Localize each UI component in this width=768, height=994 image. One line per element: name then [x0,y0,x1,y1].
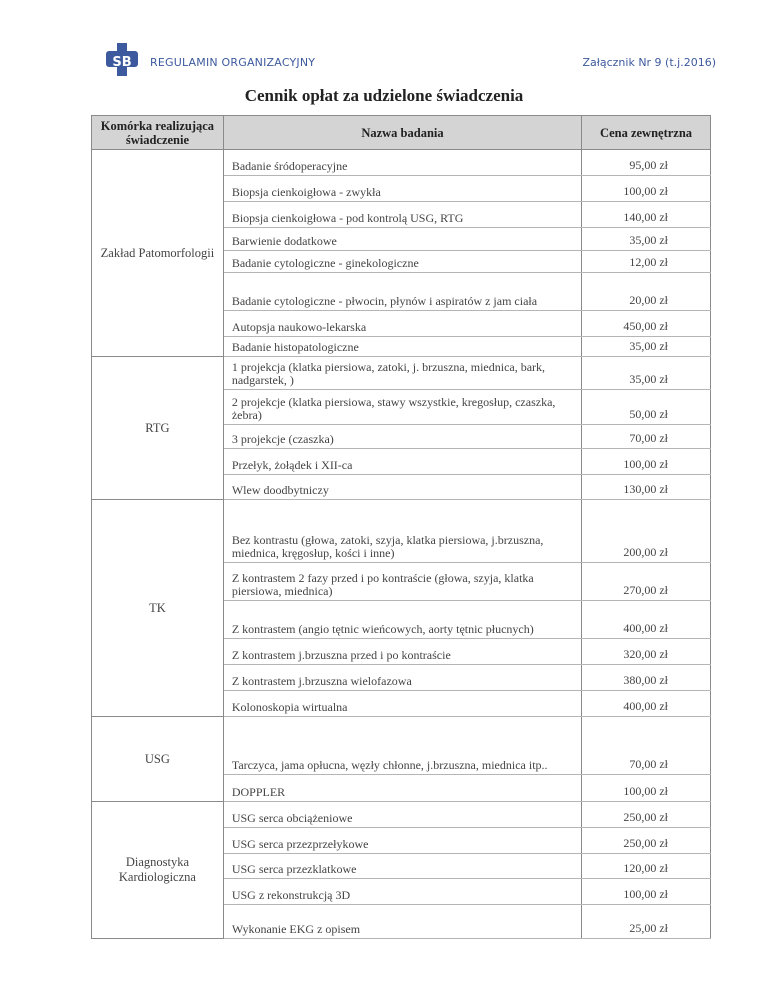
exam-name-cell: USG serca przezklatkowe [223,854,581,879]
hospital-logo-icon [104,42,140,78]
exam-name-cell: DOPPLER [223,775,581,802]
price-cell: 35,00 zł [582,357,711,390]
exam-name-cell: Badanie cytologiczne - ginekologiczne [223,251,581,273]
exam-name-cell: 3 projekcje (czaszka) [223,425,581,449]
exam-name-cell: Badanie histopatologiczne [223,337,581,357]
table-body [92,150,711,939]
price-cell: 450,00 zł [582,311,711,337]
exam-name-cell: Z kontrastem 2 fazy przed i po kontraście (głowa, szyja, klatka piersiowa, miednica) [223,563,581,601]
table-header-row [92,116,711,150]
price-cell: 140,00 zł [582,202,711,228]
header-dept: Komórka realizująca świadczenie [92,116,224,150]
price-cell: 250,00 zł [582,828,711,854]
exam-name-cell: USG serca obciążeniowe [223,802,581,828]
table-row [92,357,711,390]
exam-name-cell: Badanie śródoperacyjne [223,150,581,176]
table-row [92,802,711,828]
price-cell: 400,00 zł [582,601,711,639]
dept-cell: USG [92,717,224,802]
price-cell: 100,00 zł [582,176,711,202]
price-cell: 200,00 zł [582,500,711,563]
exam-name-cell: 2 projekcje (klatka piersiowa, stawy wszystkie, kregosłup, czaszka, żebra) [223,390,581,425]
price-cell: 25,00 zł [582,905,711,939]
dept-cell: RTG [92,357,224,500]
page-title: Cennik opłat za udzielone świadczenia [244,86,524,105]
exam-name-cell: Badanie cytologiczne - płwocin, płynów i aspiratów z jam ciała [223,273,581,311]
exam-name-cell: USG serca przezprzełykowe [223,828,581,854]
exam-name-cell: USG z rekonstrukcją 3D [223,879,581,905]
price-cell: 95,00 zł [582,150,711,176]
exam-name-cell: Biopsja cienkoigłowa - pod kontrolą USG, RTG [223,202,581,228]
regulation-label: REGULAMIN ORGANIZACYJNY [150,56,316,69]
exam-name-cell: Biopsja cienkoigłowa - zwykła [223,176,581,202]
exam-name-cell: Kolonoskopia wirtualna [223,691,581,717]
exam-name-cell: Z kontrastem (angio tętnic wieńcowych, aorty tętnic płucnych) [223,601,581,639]
price-cell: 70,00 zł [582,717,711,775]
attachment-label: Załącznik Nr 9 (t.j.2016) [582,56,716,69]
dept-cell: TK [92,500,224,717]
dept-cell: Diagnostyka Kardiologiczna [92,802,224,939]
header-name: Nazwa badania [223,116,581,150]
price-cell: 100,00 zł [582,879,711,905]
exam-name-cell: Bez kontrastu (głowa, zatoki, szyja, klatka piersiowa, j.brzuszna, miednica, kręgosłup, kości i inne) [223,500,581,563]
price-cell: 35,00 zł [582,337,711,357]
price-cell: 70,00 zł [582,425,711,449]
table-row [92,500,711,563]
price-cell: 100,00 zł [582,449,711,475]
page-header [108,38,716,78]
price-cell: 50,00 zł [582,390,711,425]
price-cell: 130,00 zł [582,475,711,500]
exam-name-cell: Wykonanie EKG z opisem [223,905,581,939]
exam-name-cell: 1 projekcja (klatka piersiowa, zatoki, j. brzuszna, miednica, bark, nadgarstek, ) [223,357,581,390]
price-cell: 100,00 zł [582,775,711,802]
price-table [91,115,711,939]
price-cell: 35,00 zł [582,228,711,251]
exam-name-cell: Barwienie dodatkowe [223,228,581,251]
exam-name-cell: Z kontrastem j.brzuszna przed i po kontraście [223,639,581,665]
price-cell: 250,00 zł [582,802,711,828]
exam-name-cell: Przełyk, żołądek i XII-ca [223,449,581,475]
exam-name-cell: Tarczyca, jama opłucna, węzły chłonne, j.brzuszna, miednica itp.. [223,717,581,775]
price-cell: 380,00 zł [582,665,711,691]
logo-text: SB [112,55,132,70]
price-cell: 400,00 zł [582,691,711,717]
price-cell: 12,00 zł [582,251,711,273]
exam-name-cell: Autopsja naukowo-lekarska [223,311,581,337]
exam-name-cell: Wlew doodbytniczy [223,475,581,500]
price-cell: 120,00 zł [582,854,711,879]
price-cell: 20,00 zł [582,273,711,311]
price-cell: 270,00 zł [582,563,711,601]
table-row [92,717,711,775]
header-price: Cena zewnętrzna [582,116,711,150]
table-row [92,150,711,176]
dept-cell: Zakład Patomorfologii [92,150,224,357]
price-cell: 320,00 zł [582,639,711,665]
exam-name-cell: Z kontrastem j.brzuszna wielofazowa [223,665,581,691]
